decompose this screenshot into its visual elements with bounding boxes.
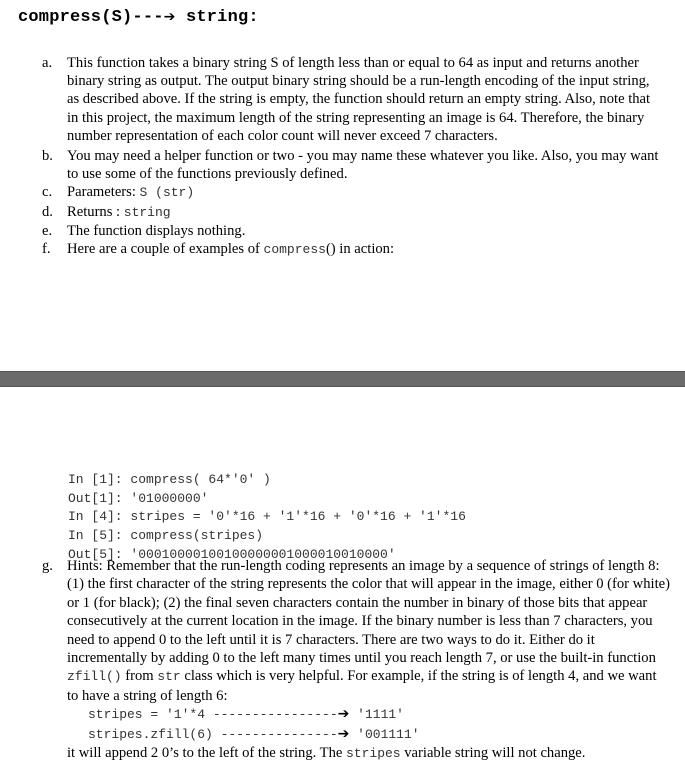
section-title: [18, 8, 259, 27]
code-line: Out[5]: '00010000100100000001000010010000': [68, 546, 396, 562]
example-code: stripes.zfill(6) ---------------: [88, 726, 338, 742]
example-code: stripes = '1'*4 ----------------: [88, 707, 338, 723]
list-item-b: [40, 147, 660, 183]
param-code: S (str): [139, 185, 195, 201]
list-marker: d.: [42, 203, 53, 220]
example-line-1: [40, 705, 670, 725]
list-marker: a.: [42, 55, 53, 71]
code-line: Out[1]: '01000000': [68, 490, 209, 506]
list-item-d: [40, 203, 660, 222]
code-examples: [68, 471, 466, 565]
list-item-a: [40, 54, 660, 145]
list-item-text: Here are a couple of examples of: [67, 241, 264, 258]
arrow-icon: ➔: [163, 9, 176, 25]
list-item-g: [40, 557, 670, 705]
list-marker: b.: [42, 148, 53, 165]
list-item-text-after: () in action:: [325, 241, 395, 258]
list-item-text: The function displays nothing.: [67, 222, 246, 239]
arrow-icon: ➔: [337, 706, 350, 723]
hint-text: it will append 2 0’s to the left of the string. The: [67, 745, 346, 762]
title-prefix: compress(S)---: [18, 8, 164, 27]
list-item-e: [40, 222, 660, 240]
list-item-label: Parameters:: [67, 184, 140, 201]
example-result: '1111': [349, 707, 404, 723]
zfill-code: zfill(): [67, 669, 122, 685]
list-marker: g.: [42, 558, 53, 574]
function-code: compress: [263, 242, 326, 258]
list-item-c: [40, 183, 660, 202]
list-item-f: [40, 240, 660, 259]
str-code: str: [157, 669, 181, 685]
returns-code: string: [123, 204, 171, 220]
code-line: In [4]: stripes = '0'*16 + '1'*16 + '0'*16 + '1'*16: [68, 509, 466, 525]
example-result: '001111': [349, 726, 420, 742]
hint-text: from: [121, 668, 158, 685]
list-marker: c.: [42, 184, 53, 201]
list-item-text: This function takes a binary string S of length less than or equal to 64 as input and returns another binary string as output. The output binary string should be a run-length encoding of the input string, as described above. If the string is empty, the function should return an empty string. Also, note that in this project, the maximum length of the string representing an image is 64. Therefore, the binary number representation of each color count will never exceed 7 characters.: [67, 55, 651, 144]
list-marker: f.: [42, 241, 51, 258]
hint-after-text: [40, 744, 670, 763]
hint-text: class which is very helpful. For example, if the string is of length 4, and we want to have a string of length 6:: [67, 668, 657, 704]
hint-text: Hints: Remember that the run-length coding represents an image by a sequence of strings of length 8: (1) the first character of the string represents the color that will appear in the image, either 0 (for white) or 1 (for black); (2) the final seven characters contain the number in binary of those bits that appear consecutively at the current location in the image. If the binary number is less than 7 characters, you need to append 0 to the left until it is 7 characters. There are two ways to do it. Either do it incrementally by adding 0 to the left many times until you reach length 7, or use the built-in function: [67, 558, 670, 667]
example-line-2: [40, 725, 670, 745]
hint-text: variable string will not change.: [400, 745, 586, 762]
requirements-list: [40, 54, 660, 259]
hint-section: [40, 557, 670, 764]
list-item-text: You may need a helper function or two - you may name these whatever you like. Also, you may want to use some of the functions previously defined.: [67, 148, 659, 183]
title-suffix: string:: [175, 8, 259, 27]
list-marker: e.: [42, 222, 53, 239]
page-divider: [0, 371, 685, 387]
list-item-label: Returns :: [67, 203, 124, 220]
arrow-icon: ➔: [337, 725, 350, 742]
stripes-code: stripes: [346, 746, 401, 762]
code-line: In [5]: compress(stripes): [68, 528, 264, 544]
code-line: In [1]: compress( 64*'0' ): [68, 472, 271, 487]
